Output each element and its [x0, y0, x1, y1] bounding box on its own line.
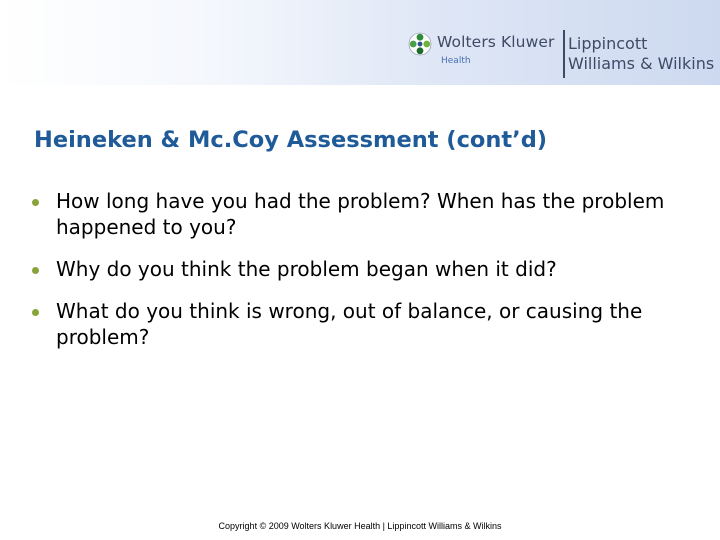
division-name: Health: [441, 56, 471, 66]
bullet-item: [30, 298, 690, 350]
slide-title: Heineken & Mc.Coy Assessment (cont’d): [34, 127, 548, 153]
imprint-name-line1: Lippincott: [568, 34, 648, 53]
bullet-text: How long have you had the problem? When has the problem happened to you?: [56, 189, 665, 239]
footer: [0, 521, 720, 531]
copyright-text: Copyright © 2009 Wolters Kluwer Health | Lippincott Williams & Wilkins: [218, 521, 502, 531]
bullet-list: [30, 188, 690, 366]
bullet-text: Why do you think the problem began when it did?: [56, 257, 557, 281]
bullet-dot-icon: [32, 199, 39, 206]
wolters-kluwer-logo-mark: [408, 32, 432, 56]
company-name: Wolters Kluwer: [437, 33, 555, 51]
imprint-name-line2: Williams & Wilkins: [568, 54, 715, 73]
bullet-item: [30, 256, 690, 282]
logo-divider: [563, 30, 565, 78]
publisher-logo: [408, 30, 720, 78]
bullet-text: What do you think is wrong, out of balance, or causing the problem?: [56, 299, 643, 349]
bullet-item: [30, 188, 690, 240]
bullet-dot-icon: [32, 267, 39, 274]
bullet-dot-icon: [32, 309, 39, 316]
